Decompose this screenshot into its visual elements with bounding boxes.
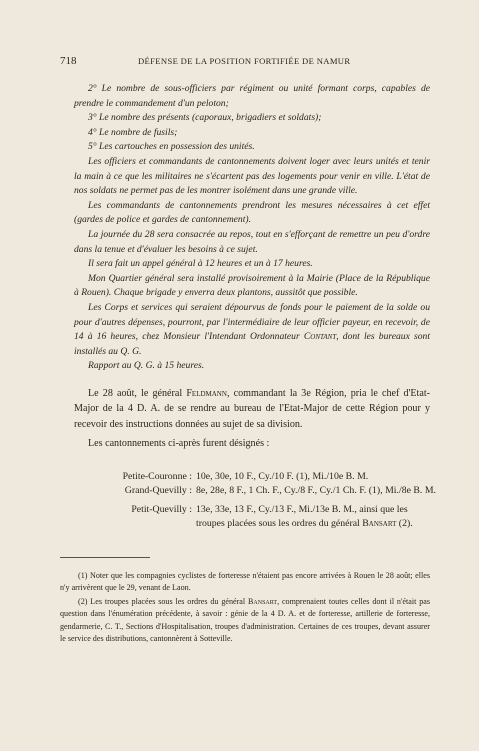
footnote-divider bbox=[60, 557, 150, 558]
running-header bbox=[60, 55, 419, 69]
paragraph-rapport: Rapport au Q. G. à 15 heures. bbox=[88, 360, 205, 372]
item-3: 3° Le nombre des présents (caporaux, brigadiers et soldats); bbox=[88, 112, 322, 124]
cantonnements-list bbox=[76, 470, 436, 532]
item-4: 4° Le nombre de fusils; bbox=[88, 126, 178, 138]
paragraph-appel: Il sera fait un appel général à 12 heures et un à 17 heures. bbox=[88, 258, 313, 270]
running-title: DÉFENSE DE LA POSITION FORTIFIÉE DE NAMUR bbox=[138, 56, 351, 66]
cantonnement-row bbox=[76, 503, 436, 532]
paragraph-quartier-general: Mon Quartier général sera installé provisoirement à la Mairie (Place de la République à Rouen). Chaque brigade y enverra deux plantons, aussitôt que possible. bbox=[74, 272, 430, 299]
cantonnement-place: Petite-Couronne : bbox=[122, 471, 192, 482]
cantonnement-row bbox=[76, 484, 436, 498]
cantonnement-units: 8e, 28e, 8 F., 1 Ch. F., Cy./8 F., Cy./1 Ch. F. (1), Mi./8e B. M. bbox=[196, 485, 436, 497]
paragraph-feldmann: Le 28 août, le général Feldmann, commandant la 3e Région, pria le chef d'Etat-Major de la 4 D. A. de se rendre au bureau de l'Etat-Major de cette Région pour y recevoir des instructions données au sujet de sa division. bbox=[74, 388, 430, 430]
person-name: Contant bbox=[303, 331, 337, 343]
paragraph-officiers: Les officiers et commandants de cantonnements doivent loger avec leurs unités et tenir la main à ce que les militaires ne s'écartent pas des logements pour venir en ville. L'état de nos soldats ne permet pas de les montrer isolément dans une grande ville. bbox=[74, 155, 430, 197]
person-name: Bansart bbox=[362, 518, 397, 530]
cantonnement-row bbox=[76, 470, 436, 484]
cantonnement-place: Petit-Quevilly : bbox=[131, 503, 192, 515]
italic-instructions bbox=[74, 82, 430, 374]
paragraph-cantonnements-intro: Les cantonnements ci-après furent désignés : bbox=[88, 438, 270, 450]
footnotes bbox=[60, 570, 430, 645]
person-name: Bansart bbox=[248, 596, 278, 606]
cantonnement-units: 13e, 33e, 13 F., Cy./13 F., Mi./13e B. M., ainsi que les troupes placées sous les ordres du général Bansart (2). bbox=[196, 503, 413, 530]
cantonnement-units: 10e, 30e, 10 F., Cy./10 F. (1), Mi./10e B. M. bbox=[196, 471, 369, 482]
cantonnement-place: Grand-Quevilly : bbox=[124, 485, 192, 497]
person-name: Feldmann bbox=[186, 388, 227, 399]
item-2: 2° Le nombre de sous-officiers par régiment ou unité formant corps, capables de prendre le commandement d'un peloton; bbox=[74, 83, 430, 109]
narrative-body bbox=[74, 386, 430, 452]
page-number: 718 bbox=[60, 55, 77, 67]
paragraph-journee: La journée du 28 sera consacrée au repos, tout en s'efforçant de remettre un peu d'ordre dans la tenue et d'évaluer les besoins à ce sujet. bbox=[74, 228, 430, 255]
footnote-1: (1) Noter que les compagnies cyclistes de forteresse n'étaient pas encore arrivées à Rouen le 28 août; elles n'y arrivèrent que le 29, venant de Laon. bbox=[60, 571, 430, 593]
item-5: 5° Les cartouches en possession des unités. bbox=[88, 141, 255, 153]
paragraph-corps-services: Les Corps et services qui seraient dépourvus de fonds pour le paiement de la solde ou pour d'autres dépenses, pourront, par l'intermédiaire de leur officier payeur, en recevoir, de 14 à 16 heures, chez Monsieur l'Intendant Ordonnateur Contant, dont les bureaux sont installés au Q. G. bbox=[74, 301, 431, 357]
paragraph-commandants: Les commandants de cantonnements prendront les mesures nécessaires à cet effet (gardes de police et gardes de cantonnement). bbox=[74, 199, 430, 226]
footnote-2: (2) Les troupes placées sous les ordres du général Bansart, comprenaient toutes celles dont il n'était pas question dans l'énumération précédente, à savoir : génie de la 4 D. A. et de forteresse, artillerie de forteresse, gendarmerie, C. T., Sections d'Hospitalisation, troupes d'administration. Certaines de ces troupes, devant assurer le service des distributions, cantonnèrent à Sotteville. bbox=[60, 596, 431, 644]
